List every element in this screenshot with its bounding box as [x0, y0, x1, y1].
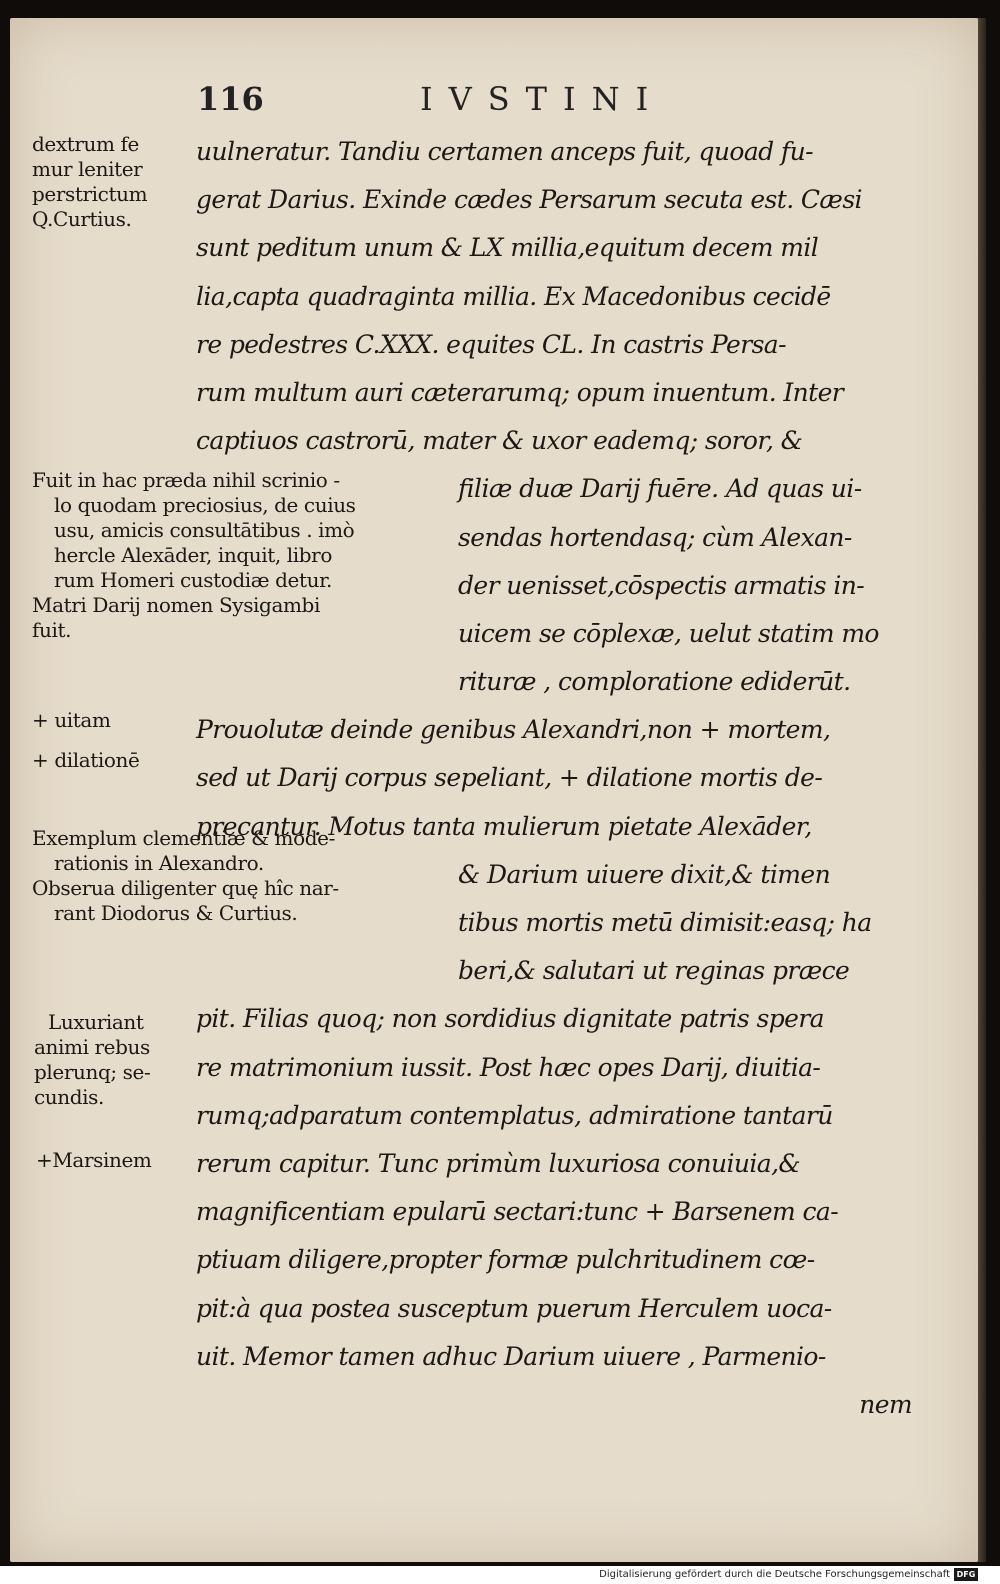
margin-note-line: animi rebus: [34, 1035, 150, 1059]
text-line: filiæ duæ Darij fuēre. Ad quas ui-: [458, 474, 862, 504]
text-line: tibus mortis metū dimisit:easq; ha: [458, 908, 872, 937]
main-text-block: [196, 128, 926, 1429]
margin-note-line: Obserua diligenter quę hîc nar-: [32, 876, 339, 900]
funding-credit: Digitalisierung gefördert durch die Deutsche Forschungsgemeinschaft: [599, 1569, 950, 1580]
margin-note-line: Matri Darij nomen Sysigambi: [32, 593, 320, 617]
margin-note-line: Exemplum clementiæ & mode-: [32, 826, 335, 850]
text-line: gerat Darius. Exinde cædes Persarum secuta est. Cæsi: [196, 185, 862, 215]
text-line: rum multum auri cæterarumq; opum inuentum. Inter: [196, 377, 844, 407]
margin-note-line: hercle Alexāder, inquit, libro: [54, 543, 332, 567]
margin-note: [32, 748, 139, 773]
text-line: & Darium uiuere dixit,& timen: [458, 859, 831, 889]
page-number: 116: [197, 80, 264, 118]
margin-note-line: Fuit in hac præda nihil scrinio -: [32, 468, 340, 492]
margin-note-line: rant Diodorus & Curtius.: [54, 901, 298, 925]
running-head: IVSTINI: [420, 80, 665, 118]
margin-note-line: +Marsinem: [36, 1148, 152, 1172]
text-line: ptiuam diligere,propter formæ pulchritudinem cœ-: [196, 1245, 815, 1275]
margin-note: [32, 708, 111, 733]
margin-note: [32, 468, 356, 643]
text-line: captiuos castrorū, mater & uxor eademq; soror, &: [196, 426, 803, 456]
margin-note: [32, 132, 147, 232]
text-line: uit. Memor tamen adhuc Darium uiuere , Parmenio-: [196, 1341, 826, 1371]
margin-note-line: Luxuriant: [48, 1010, 144, 1034]
text-line: re matrimonium iussit. Post hæc opes Darij, diuitia-: [196, 1052, 821, 1082]
text-line: der uenisset,cōspectis armatis in-: [458, 570, 865, 600]
text-line: re pedestres C.XXX. equites CL. In castris Persa-: [196, 329, 786, 359]
margin-note-line: + dilationē: [32, 748, 140, 772]
margin-note-line: dextrum fe: [32, 132, 139, 156]
text-line: rerum capitur. Tunc primùm luxuriosa conuiuia,&: [196, 1148, 801, 1178]
margin-note-line: cundis.: [34, 1085, 104, 1109]
margin-note: [34, 1010, 150, 1110]
margin-note: [36, 1148, 151, 1173]
text-line: pit. Filias quoq; non sordidius dignitate patris spera: [196, 1004, 824, 1034]
text-line: sendas hortendasq; cùm Alexan-: [458, 522, 852, 552]
margin-note-line: Q.Curtius.: [32, 207, 132, 231]
text-line: beri,& salutari ut reginas præce: [458, 956, 850, 986]
text-line: rumq;adparatum contemplatus, admiratione tantarū: [196, 1100, 833, 1130]
text-line: sunt peditum unum & LX millia,equitum decem mil: [196, 233, 819, 263]
margin-note-line: lo quodam preciosius, de cuius: [54, 493, 356, 517]
margin-note-line: + uitam: [32, 708, 111, 732]
margin-note-line: perstrictum: [32, 182, 148, 206]
text-line: uulneratur. Tandiu certamen anceps fuit, quoad fu-: [196, 137, 813, 166]
text-line: magnificentiam epularū sectari:tunc + Barsenem ca-: [196, 1197, 839, 1227]
margin-note-line: fuit.: [32, 618, 72, 642]
margin-note-line: rum Homeri custodiæ detur.: [54, 568, 333, 592]
text-line: lia,capta quadraginta millia. Ex Macedonibus cecidē: [196, 281, 831, 311]
text-line: rituræ , comploratione ediderūt.: [458, 667, 851, 697]
margin-note-line: mur leniter: [32, 157, 143, 181]
text-line: pit:à qua postea susceptum puerum Herculem uoca-: [196, 1293, 832, 1323]
text-line: nem: [859, 1389, 912, 1419]
margin-note-line: rationis in Alexandro.: [54, 851, 264, 875]
text-line: Prouolutæ deinde genibus Alexandri,non + mortem,: [196, 715, 831, 745]
margin-note-line: plerunq; se-: [34, 1060, 151, 1084]
dfg-logo: DFG: [954, 1568, 978, 1581]
text-line: precantur. Motus tanta mulierum pietate Alexāder,: [196, 811, 812, 841]
text-line: sed ut Darij corpus sepeliant, + dilatione mortis de-: [196, 763, 823, 793]
text-line: uicem se cōplexæ, uelut statim mo: [458, 618, 879, 648]
margin-note: [32, 826, 339, 926]
margin-note-line: usu, amicis consultātibus . imò: [54, 518, 355, 542]
